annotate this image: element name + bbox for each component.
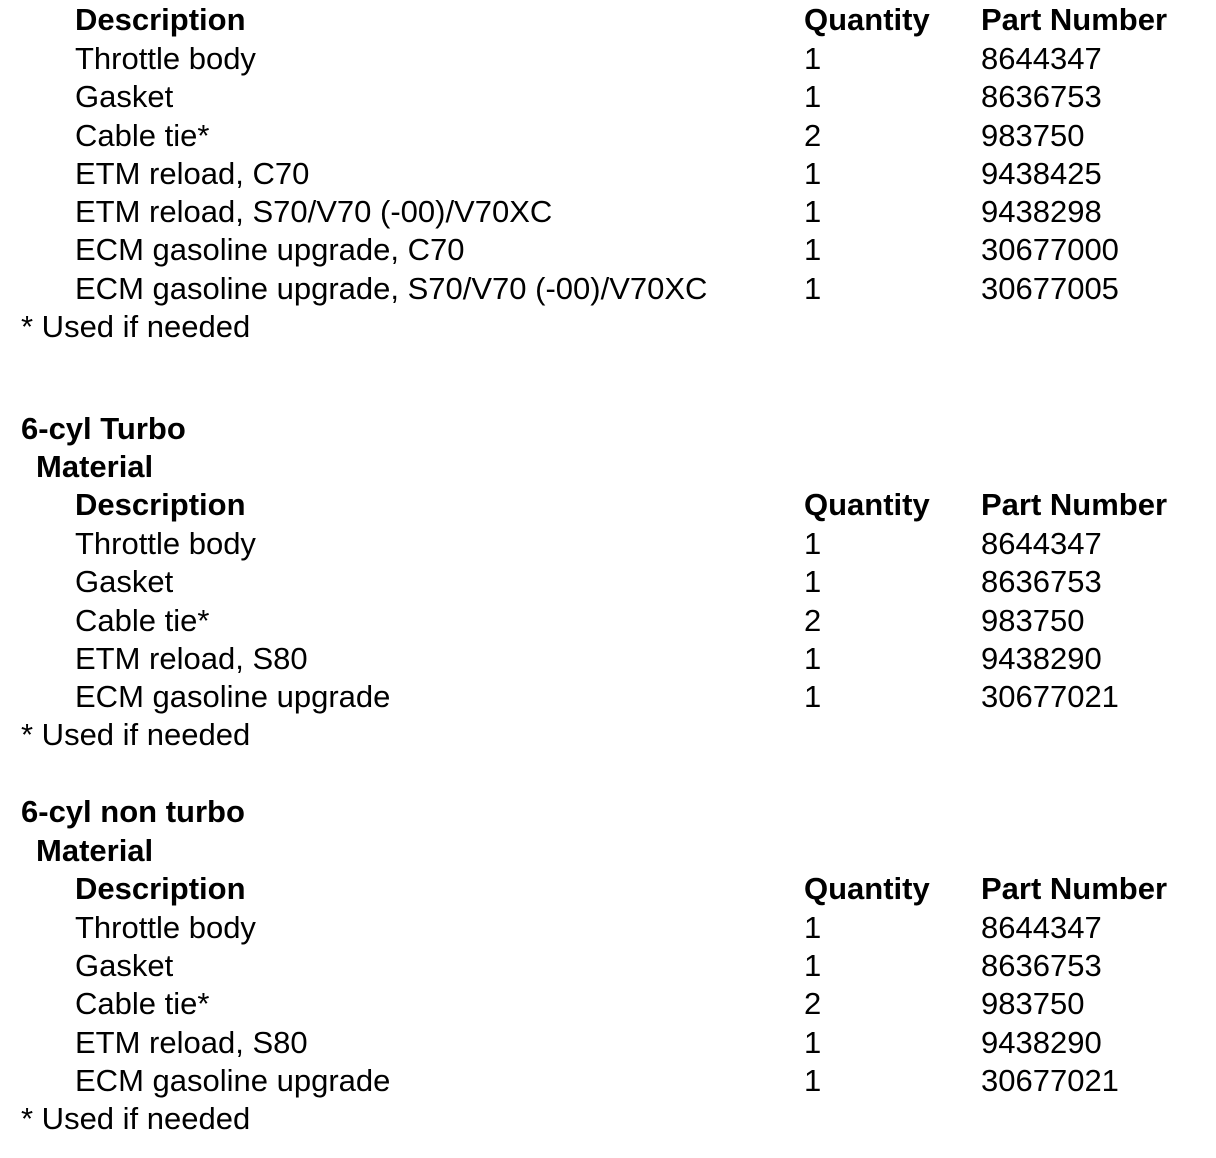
cell-quantity: 2 (804, 986, 822, 1021)
cell-part-number: 30677021 (981, 679, 1119, 714)
table-header-row (0, 486, 1216, 524)
column-header-quantity: Quantity (804, 2, 930, 37)
cell-description: ECM gasoline upgrade (75, 1063, 391, 1098)
cell-part-number: 8636753 (981, 948, 1102, 983)
table-row (0, 1062, 1216, 1100)
cell-quantity: 1 (804, 526, 822, 561)
cell-description: Gasket (75, 564, 174, 599)
column-header-part-number: Part Number (981, 871, 1168, 906)
cell-quantity: 1 (804, 948, 822, 983)
table-row (0, 155, 1216, 193)
cell-description: Throttle body (75, 41, 256, 76)
cell-part-number: 30677000 (981, 232, 1119, 267)
column-header-part-number: Part Number (981, 487, 1168, 522)
cell-part-number: 8644347 (981, 910, 1102, 945)
cell-quantity: 1 (804, 194, 822, 229)
cell-part-number: 983750 (981, 986, 1085, 1021)
table-row (0, 947, 1216, 985)
cell-description: Gasket (75, 79, 174, 114)
cell-description: Throttle body (75, 526, 256, 561)
column-header-part-number: Part Number (981, 2, 1168, 37)
table-header-row (0, 870, 1216, 908)
cell-description: ECM gasoline upgrade (75, 679, 391, 714)
cell-quantity: 1 (804, 156, 822, 191)
cell-description: ETM reload, S70/V70 (-00)/V70XC (75, 194, 553, 229)
cell-part-number: 983750 (981, 118, 1085, 153)
cell-quantity: 2 (804, 118, 822, 153)
column-header-description: Description (75, 2, 246, 37)
cell-quantity: 1 (804, 271, 822, 306)
column-header-quantity: Quantity (804, 871, 930, 906)
table-row (0, 40, 1216, 78)
table-row (0, 525, 1216, 563)
cell-quantity: 1 (804, 1025, 822, 1060)
column-header-description: Description (75, 871, 246, 906)
section-title: 6-cyl non turbo (21, 794, 245, 829)
cell-description: ETM reload, S80 (75, 1025, 308, 1060)
table-row (0, 640, 1216, 678)
table-row (0, 193, 1216, 231)
cell-quantity: 1 (804, 41, 822, 76)
cell-quantity: 1 (804, 679, 822, 714)
cell-quantity: 1 (804, 232, 822, 267)
footnote: * Used if needed (21, 717, 251, 752)
section-subtitle: Material (36, 449, 154, 484)
table-row (0, 602, 1216, 640)
cell-description: ECM gasoline upgrade, C70 (75, 232, 465, 267)
cell-description: Cable tie* (75, 118, 210, 153)
table-row (0, 1024, 1216, 1062)
cell-part-number: 30677005 (981, 271, 1119, 306)
cell-quantity: 1 (804, 910, 822, 945)
cell-description: ETM reload, S80 (75, 641, 308, 676)
cell-description: Gasket (75, 948, 174, 983)
table-row (0, 78, 1216, 116)
cell-part-number: 30677021 (981, 1063, 1119, 1098)
cell-quantity: 1 (804, 1063, 822, 1098)
cell-part-number: 8636753 (981, 79, 1102, 114)
cell-part-number: 8644347 (981, 526, 1102, 561)
cell-part-number: 9438290 (981, 1025, 1102, 1060)
table-row (0, 270, 1216, 308)
footnote: * Used if needed (21, 309, 251, 344)
table-header-row (0, 1, 1216, 39)
cell-part-number: 8644347 (981, 41, 1102, 76)
cell-description: Throttle body (75, 910, 256, 945)
section-subtitle: Material (36, 833, 154, 868)
column-header-description: Description (75, 487, 246, 522)
cell-quantity: 1 (804, 79, 822, 114)
table-row (0, 231, 1216, 269)
table-row (0, 563, 1216, 601)
cell-description: Cable tie* (75, 986, 210, 1021)
cell-description: Cable tie* (75, 603, 210, 638)
cell-part-number: 9438298 (981, 194, 1102, 229)
section-title: 6-cyl Turbo (21, 411, 186, 446)
cell-quantity: 2 (804, 603, 822, 638)
table-row (0, 985, 1216, 1023)
cell-part-number: 9438425 (981, 156, 1102, 191)
cell-quantity: 1 (804, 564, 822, 599)
table-row (0, 678, 1216, 716)
cell-part-number: 983750 (981, 603, 1085, 638)
cell-part-number: 8636753 (981, 564, 1102, 599)
cell-quantity: 1 (804, 641, 822, 676)
cell-description: ECM gasoline upgrade, S70/V70 (-00)/V70XC (75, 271, 708, 306)
table-row (0, 909, 1216, 947)
cell-description: ETM reload, C70 (75, 156, 310, 191)
footnote: * Used if needed (21, 1101, 251, 1136)
column-header-quantity: Quantity (804, 487, 930, 522)
cell-part-number: 9438290 (981, 641, 1102, 676)
table-row (0, 117, 1216, 155)
